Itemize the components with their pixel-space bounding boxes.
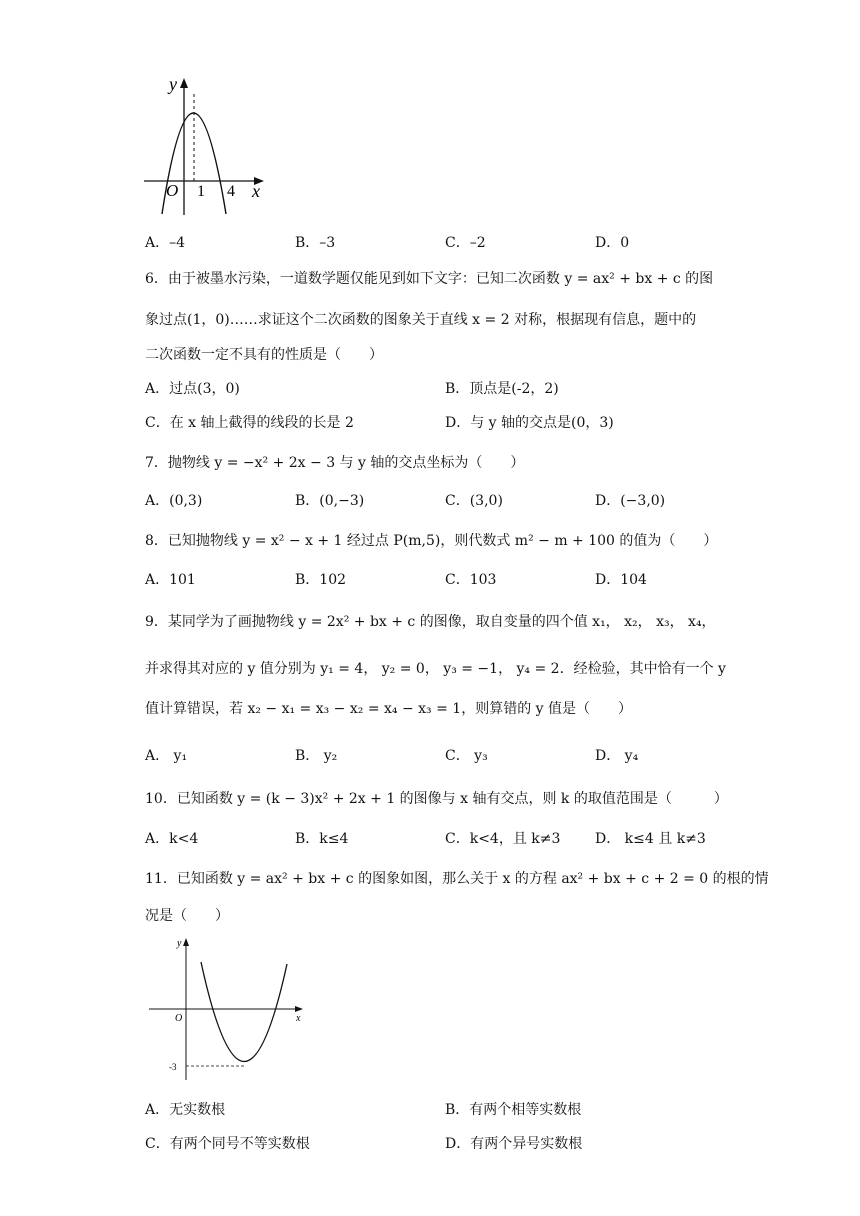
parabola-graph-q11 bbox=[145, 932, 315, 1082]
q11-option-b[interactable]: B．有两个相等实数根 bbox=[445, 1102, 582, 1118]
q9-option-b[interactable]: B． y₂ bbox=[295, 748, 338, 764]
q10-option-b[interactable]: B．k≤4 bbox=[295, 831, 349, 847]
q11-option-d[interactable]: D．有两个异号实数根 bbox=[445, 1136, 583, 1152]
q5-option-a[interactable]: A．–4 bbox=[145, 235, 186, 251]
q11-stem-line-2: 况是（ ） bbox=[145, 908, 229, 924]
graph2-y-label: y bbox=[177, 938, 182, 949]
q10-stem: 10．已知函数 y = (k − 3)x² + 2x + 1 的图像与 x 轴有交点，则 k 的取值范围是（ ） bbox=[145, 791, 728, 807]
graph1-origin: O bbox=[166, 181, 179, 200]
q9-stem-line-1: 9．某同学为了画抛物线 y = 2x² + bx + c 的图像，取自变量的四个值 x₁， x₂， x₃， x₄， bbox=[145, 614, 716, 630]
q6-stem-line-2: 象过点(1，0)……求证这个二次函数的图象关于直线 x = 2 对称，根据现有信息，题中的 bbox=[145, 312, 697, 328]
graph1-tick-4: 4 bbox=[227, 183, 235, 200]
q9-option-a[interactable]: A． y₁ bbox=[145, 748, 188, 764]
q8-stem: 8．已知抛物线 y = x² − x + 1 经过点 P(m,5)，则代数式 m² − m + 100 的值为（ ） bbox=[145, 533, 718, 549]
q5-option-b[interactable]: B．–3 bbox=[295, 235, 336, 251]
q6-option-c[interactable]: C．在 x 轴上截得的线段的长是 2 bbox=[145, 415, 354, 431]
q7-option-b[interactable]: B．(0,−3) bbox=[295, 493, 365, 509]
graph1-x-label: x bbox=[252, 181, 260, 201]
q6-option-b[interactable]: B．顶点是(-2，2) bbox=[445, 381, 559, 397]
q7-option-d[interactable]: D．(−3,0) bbox=[595, 493, 666, 509]
q9-stem-line-3: 值计算错误，若 x₂ − x₁ = x₃ − x₂ = x₄ − x₃ = 1，则算错的 y 值是（ ） bbox=[145, 701, 632, 717]
q9-option-d[interactable]: D． y₄ bbox=[595, 748, 639, 764]
q6-stem-line-3: 二次函数一定不具有的性质是（ ） bbox=[145, 347, 383, 363]
q9-option-c[interactable]: C． y₃ bbox=[445, 748, 488, 764]
q10-option-a[interactable]: A．k<4 bbox=[145, 831, 199, 847]
q10-option-d[interactable]: D． k≤4 且 k≠3 bbox=[595, 831, 706, 847]
q6-option-a[interactable]: A．过点(3，0) bbox=[145, 381, 240, 397]
q11-option-c[interactable]: C．有两个同号不等实数根 bbox=[145, 1136, 310, 1152]
q7-option-c[interactable]: C．(3,0) bbox=[445, 493, 503, 509]
graph2-min-label: -3 bbox=[169, 1062, 177, 1072]
q9-stem-line-2: 并求得其对应的 y 值分别为 y₁ = 4， y₂ = 0， y₃ = −1， y₄ = 2．经检验，其中恰有一个 y bbox=[145, 661, 726, 677]
q8-option-c[interactable]: C．103 bbox=[445, 572, 497, 588]
q5-option-c[interactable]: C．–2 bbox=[445, 235, 486, 251]
graph1-tick-1: 1 bbox=[197, 183, 205, 200]
graph2-origin: O bbox=[175, 1013, 183, 1024]
q8-option-a[interactable]: A．101 bbox=[145, 572, 196, 588]
q11-stem-line-1: 11．已知函数 y = ax² + bx + c 的图象如图，那么关于 x 的方程 ax² + bx + c + 2 = 0 的根的情 bbox=[145, 871, 769, 887]
q8-option-d[interactable]: D．104 bbox=[595, 572, 647, 588]
q7-stem: 7．抛物线 y = −x² + 2x − 3 与 y 轴的交点坐标为（ ） bbox=[145, 455, 525, 471]
q8-option-b[interactable]: B．102 bbox=[295, 572, 347, 588]
graph2-x-label: x bbox=[296, 1013, 301, 1024]
q7-option-a[interactable]: A．(0,3) bbox=[145, 493, 203, 509]
q6-option-d[interactable]: D．与 y 轴的交点是(0，3) bbox=[445, 415, 614, 431]
parabola-graph-q5 bbox=[140, 70, 270, 220]
q11-option-a[interactable]: A．无实数根 bbox=[145, 1102, 226, 1118]
q5-option-d[interactable]: D．0 bbox=[595, 235, 630, 251]
q6-stem-line-1: 6．由于被墨水污染，一道数学题仅能见到如下文字：已知二次函数 y = ax² + bx + c 的图 bbox=[145, 271, 714, 287]
graph1-y-label: y bbox=[169, 74, 177, 94]
q10-option-c[interactable]: C．k<4，且 k≠3 bbox=[445, 831, 561, 847]
